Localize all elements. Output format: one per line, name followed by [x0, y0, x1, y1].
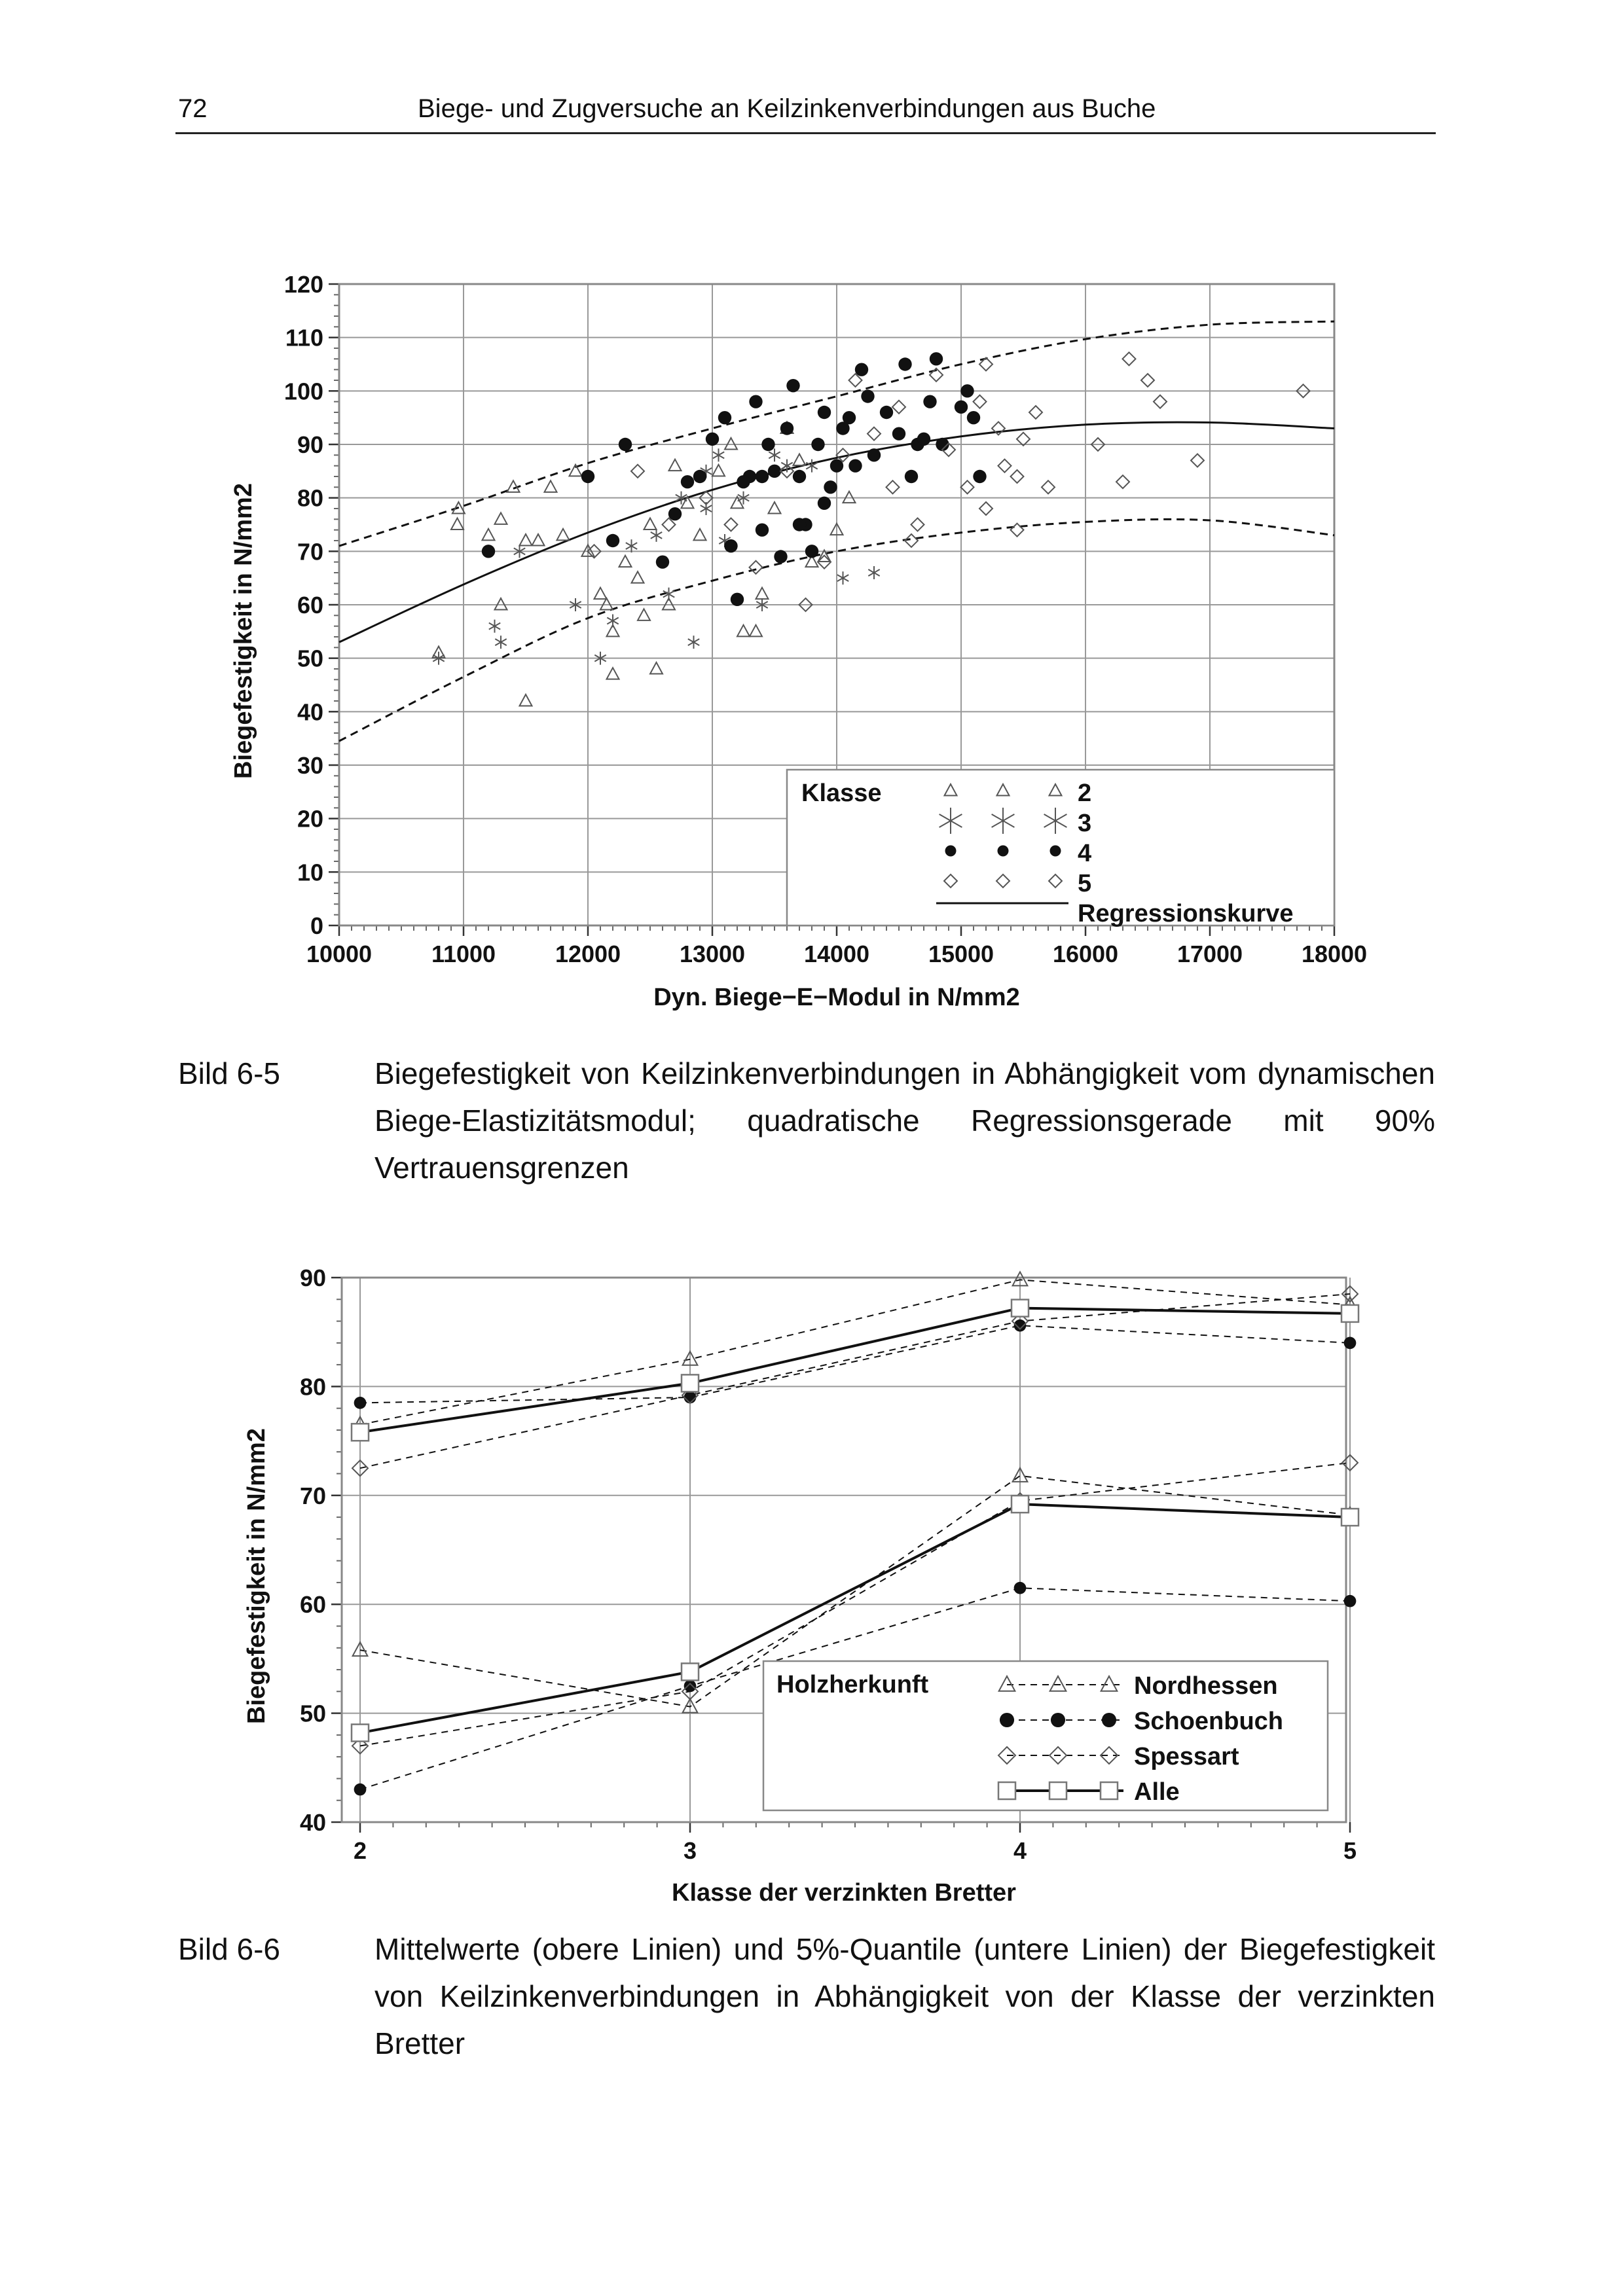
point-klasse-4 [848, 459, 862, 472]
point-klasse-4 [756, 470, 769, 483]
point-klasse-3 [713, 448, 724, 461]
point-alle [682, 1374, 699, 1391]
x-tick-label: 18000 [1301, 941, 1368, 967]
y-tick-label: 20 [297, 805, 323, 833]
caption-label: Bild 6-6 [178, 1932, 280, 1966]
point-klasse-4 [793, 470, 806, 483]
point-klasse-5 [1154, 395, 1167, 408]
point-klasse-2 [843, 492, 856, 503]
point-klasse-5 [725, 518, 738, 531]
point-klasse-4 [811, 438, 824, 451]
point-klasse-4 [805, 545, 818, 558]
y-tick-label: 0 [310, 912, 323, 939]
point-klasse-4 [793, 518, 806, 531]
point-alle [1341, 1509, 1359, 1526]
point-klasse-2 [607, 668, 619, 679]
point-klasse-4 [756, 523, 769, 536]
point-klasse-4 [960, 384, 974, 397]
y-tick-label: 120 [283, 271, 323, 298]
caption-text: Biegefestigkeit von Keilzinkenverbindungen in Abhängigkeit vom dynamischen Biege-Elastizitätsmodul; quadratische Regressionsgerade mit 90% Vertrauensgrenzen [374, 1056, 1435, 1185]
point-klasse-2 [750, 625, 762, 637]
point-klasse-4 [898, 357, 911, 370]
legend-label: 4 [1078, 840, 1092, 867]
point-klasse-4 [923, 395, 936, 408]
x-tick-label: 4 [1013, 1837, 1027, 1864]
y-tick-label: 90 [297, 431, 323, 458]
y-tick-label: 100 [283, 378, 323, 405]
y-tick-label: 40 [297, 698, 323, 726]
point-klasse-4 [786, 379, 799, 392]
point-klasse-3 [688, 636, 699, 649]
point-klasse-5 [631, 465, 644, 478]
point-klasse-4 [967, 411, 980, 424]
point-klasse-4 [731, 593, 744, 606]
x-tick-label: 13000 [679, 941, 746, 967]
point-klasse-4 [955, 401, 968, 414]
caption-text: Mittelwerte (obere Linien) und 5%-Quantile (untere Linien) der Biegefestigkeit von Keilzinkenverbindungen in Abhängigkeit von der Klasse der verzinkten Bretter [374, 1932, 1435, 2060]
y-tick-label: 110 [285, 324, 323, 351]
point-klasse-4 [482, 545, 495, 558]
point-klasse-5 [892, 401, 905, 414]
y-tick-label: 70 [297, 538, 323, 565]
point-klasse-2 [557, 529, 570, 541]
legend-marker-schoenbuch [1102, 1713, 1116, 1727]
point-klasse-4 [737, 475, 750, 488]
point-alle [1012, 1300, 1029, 1317]
point-klasse-4 [693, 470, 706, 483]
point-klasse-2 [694, 529, 706, 541]
point-klasse-4 [973, 470, 986, 483]
x-tick-label: 5 [1343, 1837, 1357, 1864]
page-header [175, 92, 1436, 134]
point-klasse-5 [1011, 524, 1024, 537]
page-number: 72 [178, 94, 208, 123]
point-klasse-3 [626, 539, 637, 552]
point-klasse-3 [837, 571, 848, 584]
point-klasse-3 [489, 620, 500, 633]
y-axis-label: Biegefestigkeit in N/mm2 [243, 1428, 270, 1724]
series-line-nordhessen-mean [360, 1280, 1350, 1424]
point-klasse-4 [749, 395, 762, 408]
point-klasse-2 [495, 598, 507, 610]
point-klasse-5 [961, 480, 974, 493]
legend-label: Regressionskurve [1078, 900, 1294, 927]
x-tick-label: 17000 [1176, 941, 1243, 967]
point-klasse-2 [769, 502, 781, 514]
x-tick-label: 16000 [1052, 941, 1119, 967]
point-klasse-2 [483, 529, 495, 541]
legend-label: Nordhessen [1134, 1672, 1278, 1700]
point-klasse-5 [1011, 470, 1024, 483]
point-klasse-5 [911, 518, 924, 531]
point-klasse-4 [774, 550, 787, 563]
point-klasse-4 [880, 406, 893, 419]
point-klasse-5 [886, 480, 900, 493]
legend-title: Holzherkunft [776, 1671, 929, 1698]
point-klasse-4 [855, 363, 868, 376]
point-schoenbuch [1014, 1582, 1027, 1594]
point-klasse-4 [768, 465, 781, 478]
legend-label: Spessart [1134, 1743, 1239, 1770]
point-klasse-4 [656, 555, 669, 568]
point-klasse-4 [718, 411, 731, 424]
x-tick-label: 3 [683, 1837, 697, 1864]
scatter-chart [0, 249, 1623, 1034]
point-klasse-3 [495, 636, 506, 649]
point-klasse-2 [594, 588, 607, 600]
legend-marker-schoenbuch [1000, 1713, 1014, 1727]
legend-label: 2 [1078, 780, 1092, 807]
point-alle [352, 1725, 369, 1742]
point-klasse-4 [830, 459, 843, 472]
point-klasse-3 [806, 459, 817, 473]
point-schoenbuch [684, 1391, 697, 1404]
y-tick-label: 60 [297, 592, 323, 619]
point-klasse-4 [892, 427, 905, 440]
legend-marker-alle [1049, 1782, 1067, 1799]
point-klasse-5 [1042, 480, 1055, 493]
point-klasse-4 [930, 352, 943, 365]
point-alle [1341, 1305, 1359, 1322]
point-klasse-2 [532, 534, 545, 546]
point-klasse-4 [861, 389, 874, 403]
point-klasse-5 [750, 561, 763, 574]
point-klasse-2 [495, 512, 507, 524]
point-klasse-4 [917, 433, 930, 446]
point-schoenbuch [354, 1784, 367, 1796]
point-klasse-4 [818, 406, 831, 419]
point-klasse-5 [1191, 454, 1204, 467]
point-klasse-4 [619, 438, 632, 451]
point-alle [682, 1663, 699, 1680]
caption-label: Bild 6-5 [178, 1056, 280, 1090]
point-klasse-4 [668, 507, 682, 520]
point-klasse-2 [600, 598, 613, 610]
x-tick-label: 2 [353, 1837, 367, 1864]
legend-label: 3 [1078, 810, 1092, 837]
y-axis-label: Biegefestigkeit in N/mm2 [230, 483, 257, 779]
point-klasse-5 [867, 427, 881, 440]
x-tick-label: 12000 [555, 941, 621, 967]
y-tick-label: 40 [299, 1809, 326, 1836]
legend-marker-alle [998, 1782, 1015, 1799]
point-klasse-2 [520, 534, 532, 546]
point-klasse-5 [998, 459, 1012, 473]
y-tick-label: 80 [297, 484, 323, 512]
x-axis-label: Klasse der verzinkten Bretter [672, 1879, 1016, 1907]
point-klasse-2 [725, 438, 737, 450]
point-schoenbuch [1344, 1336, 1357, 1349]
point-klasse-2 [545, 480, 557, 492]
point-klasse-5 [1029, 406, 1042, 419]
y-tick-label: 60 [299, 1591, 326, 1619]
line-chart [0, 1230, 1623, 1924]
y-tick-label: 50 [297, 645, 323, 672]
point-klasse-2 [756, 588, 769, 600]
point-schoenbuch [1344, 1595, 1357, 1607]
x-tick-label: 15000 [928, 941, 994, 967]
point-klasse-2 [644, 518, 657, 530]
point-klasse-4 [724, 539, 737, 552]
point-klasse-2 [737, 625, 750, 637]
y-tick-label: 10 [297, 859, 323, 886]
point-schoenbuch [354, 1397, 367, 1409]
point-klasse-5 [1123, 352, 1136, 365]
point-klasse-4 [905, 470, 918, 483]
point-klasse-2 [650, 662, 663, 674]
point-klasse-4 [706, 433, 719, 446]
point-klasse-5 [1141, 374, 1154, 387]
series-line-alle-mean [360, 1308, 1350, 1433]
legend-label: 5 [1078, 870, 1092, 897]
series-line-schoenbuch-mean [360, 1325, 1350, 1403]
point-klasse-4 [818, 497, 831, 510]
legend-marker-alle [1101, 1782, 1118, 1799]
legend-marker-klasse-4 [1050, 846, 1061, 857]
series-line-spessart-mean [360, 1294, 1350, 1468]
point-klasse-4 [581, 470, 594, 483]
point-klasse-2 [632, 571, 644, 583]
point-klasse-5 [979, 502, 993, 515]
y-tick-label: 30 [297, 752, 323, 779]
point-klasse-2 [451, 518, 464, 530]
y-tick-label: 50 [299, 1700, 326, 1727]
x-axis-label: Dyn. Biege−E−Modul in N/mm2 [653, 984, 1020, 1011]
point-klasse-3 [607, 615, 618, 628]
point-klasse-5 [974, 395, 987, 408]
legend-title: Klasse [801, 780, 882, 807]
running-title: Biege- und Zugversuche an Keilzinkenverbindungen aus Buche [418, 94, 1156, 123]
point-alle [1012, 1496, 1029, 1513]
point-klasse-4 [780, 422, 793, 435]
point-klasse-4 [843, 411, 856, 424]
y-tick-label: 70 [299, 1482, 326, 1509]
legend-marker-klasse-4 [945, 846, 957, 857]
point-klasse-4 [867, 448, 881, 461]
x-tick-label: 14000 [803, 941, 870, 967]
point-klasse-2 [619, 556, 632, 567]
point-klasse-4 [761, 438, 775, 451]
point-klasse-3 [868, 566, 879, 579]
legend-label: Alle [1134, 1778, 1180, 1806]
point-klasse-4 [824, 480, 837, 493]
x-tick-label: 10000 [306, 941, 373, 967]
point-klasse-2 [793, 454, 806, 466]
point-schoenbuch [684, 1680, 697, 1693]
point-klasse-5 [1116, 475, 1129, 488]
point-klasse-3 [651, 529, 662, 542]
legend-label: Schoenbuch [1134, 1708, 1284, 1735]
legend-marker-klasse-4 [998, 846, 1009, 857]
point-klasse-2 [638, 609, 650, 620]
point-alle [352, 1424, 369, 1441]
y-tick-label: 80 [299, 1373, 326, 1401]
point-klasse-4 [606, 534, 619, 547]
x-tick-label: 11000 [431, 941, 496, 967]
point-klasse-5 [1017, 433, 1030, 446]
point-klasse-2 [520, 694, 532, 706]
point-klasse-4 [681, 475, 694, 488]
y-tick-label: 90 [299, 1265, 326, 1291]
point-klasse-2 [712, 465, 725, 476]
legend-marker-schoenbuch [1051, 1713, 1065, 1727]
point-klasse-2 [669, 459, 682, 471]
